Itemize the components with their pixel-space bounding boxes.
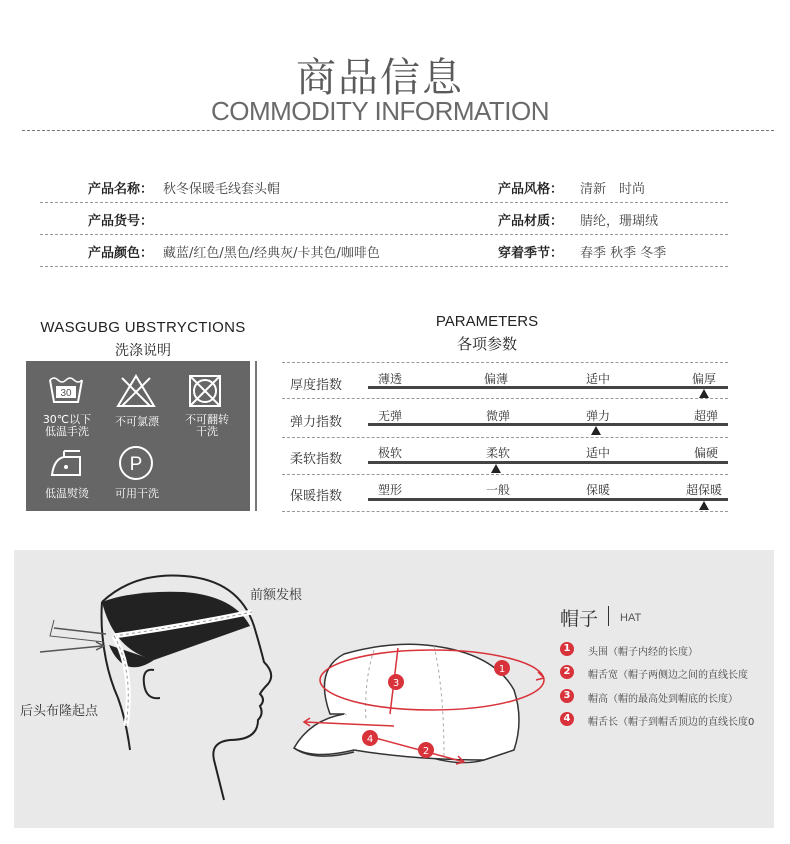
- head-measure-illustration: [14, 550, 774, 828]
- info-color-value: 藏蓝/红色/黑色/经典灰/卡其色/咖啡色: [163, 246, 380, 261]
- params-divider: [282, 437, 728, 438]
- param-option: 塑形: [378, 483, 403, 497]
- svg-text:2: 2: [422, 746, 430, 757]
- info-season-label: 穿着季节：: [498, 246, 564, 261]
- info-season-value: 春季 秋季 冬季: [580, 246, 667, 261]
- page-title: 商品信息: [296, 55, 464, 101]
- legend-brim-width: 帽舌宽（帽子两侧边之间的直线长度: [588, 670, 748, 681]
- param-option: 适中: [586, 372, 611, 386]
- hand-wash-icon: [48, 374, 84, 406]
- param-option: 无弹: [378, 409, 403, 423]
- param-option: 超弹: [694, 409, 719, 423]
- param-label-warmth: 保暖指数: [290, 489, 343, 504]
- washing-separator: [255, 361, 257, 511]
- hat-subtitle: HAT: [620, 612, 642, 624]
- param-option: 偏硬: [694, 446, 719, 460]
- info-style-label: 产品风格：: [498, 182, 564, 197]
- dry-clean-icon: [118, 445, 154, 481]
- hat-title: 帽子: [560, 608, 599, 630]
- svg-text:P: P: [129, 454, 143, 475]
- info-color-label: 产品颜色：: [88, 246, 154, 261]
- param-option: 偏薄: [484, 372, 509, 386]
- info-style-value: 清新 时尚: [580, 182, 646, 197]
- legend-number: 4: [560, 712, 574, 726]
- legend-hat-height: 帽高（帽的最高处到帽底的长度）: [588, 694, 738, 705]
- param-option: 极软: [378, 446, 403, 460]
- info-name-value: 秋冬保暖毛线套头帽: [163, 182, 281, 197]
- washing-panel: [26, 361, 250, 511]
- legend-number: 2: [560, 665, 574, 679]
- front-hairline-label: 前额发根: [250, 588, 303, 603]
- param-option: 一般: [486, 483, 511, 497]
- legend-head-circumference: 头围（帽子内经的长度）: [588, 647, 698, 658]
- washing-title-en: WASGUBG UBSTRYCTIONS: [40, 319, 246, 336]
- param-option: 弹力: [586, 409, 611, 423]
- param-bar: [368, 498, 728, 501]
- param-level-marker: [491, 464, 501, 473]
- no-tumble-dry-icon: [188, 374, 222, 408]
- param-option: 保暖: [586, 483, 611, 497]
- param-level-marker: [699, 389, 709, 398]
- legend-number: 3: [560, 689, 574, 703]
- hand-wash-label: 30℃以下 低温手洗: [42, 413, 92, 438]
- dry-clean-label: 可用干洗: [115, 487, 159, 500]
- params-divider: [282, 474, 728, 475]
- svg-text:3: 3: [392, 678, 400, 689]
- param-option: 超保暖: [686, 483, 723, 497]
- param-option: 适中: [586, 446, 611, 460]
- info-sku-label: 产品货号：: [88, 214, 154, 229]
- param-option: 偏厚: [692, 372, 717, 386]
- param-option: 薄透: [378, 372, 403, 386]
- params-divider: [282, 398, 728, 399]
- params-divider: [282, 511, 728, 512]
- legend-number: 1: [560, 642, 574, 656]
- row-divider: [40, 266, 728, 267]
- back-head-label: 后头布隆起点: [20, 704, 99, 719]
- info-name-label: 产品名称：: [88, 182, 154, 197]
- iron-icon: [48, 449, 84, 479]
- svg-text:30: 30: [60, 388, 72, 399]
- param-label-elasticity: 弹力指数: [290, 415, 343, 430]
- param-label-thickness: 厚度指数: [290, 378, 343, 393]
- row-divider: [40, 234, 728, 235]
- param-option: 微弹: [486, 409, 511, 423]
- param-bar: [368, 461, 728, 464]
- param-level-marker: [591, 426, 601, 435]
- svg-text:4: 4: [366, 734, 374, 745]
- params-divider: [282, 362, 728, 363]
- hat-title-divider: [608, 606, 609, 626]
- params-title-en: PARAMETERS: [435, 313, 539, 330]
- no-tumble-dry-label: 不可翻转 干洗: [185, 413, 229, 438]
- info-table: [0, 0, 790, 280]
- param-label-softness: 柔软指数: [290, 452, 343, 467]
- washing-title-cn: 洗涤说明: [115, 343, 171, 359]
- svg-text:1: 1: [498, 664, 506, 675]
- no-bleach-icon: [116, 374, 156, 408]
- params-title-cn: 各项参数: [456, 335, 517, 353]
- info-material-label: 产品材质：: [498, 214, 564, 229]
- no-bleach-label: 不可氯漂: [115, 415, 159, 428]
- param-bar: [368, 423, 728, 426]
- legend-brim-length: 帽舌长（帽子到帽舌顶边的直线长度0: [588, 717, 755, 728]
- param-option: 柔软: [486, 446, 511, 460]
- page-subtitle: COMMODITY INFORMATION: [210, 96, 550, 126]
- row-divider: [40, 202, 728, 203]
- param-level-marker: [699, 501, 709, 510]
- param-bar: [368, 386, 728, 389]
- info-material-value: 腈纶，珊瑚绒: [580, 214, 659, 229]
- iron-label: 低温熨烫: [45, 487, 89, 500]
